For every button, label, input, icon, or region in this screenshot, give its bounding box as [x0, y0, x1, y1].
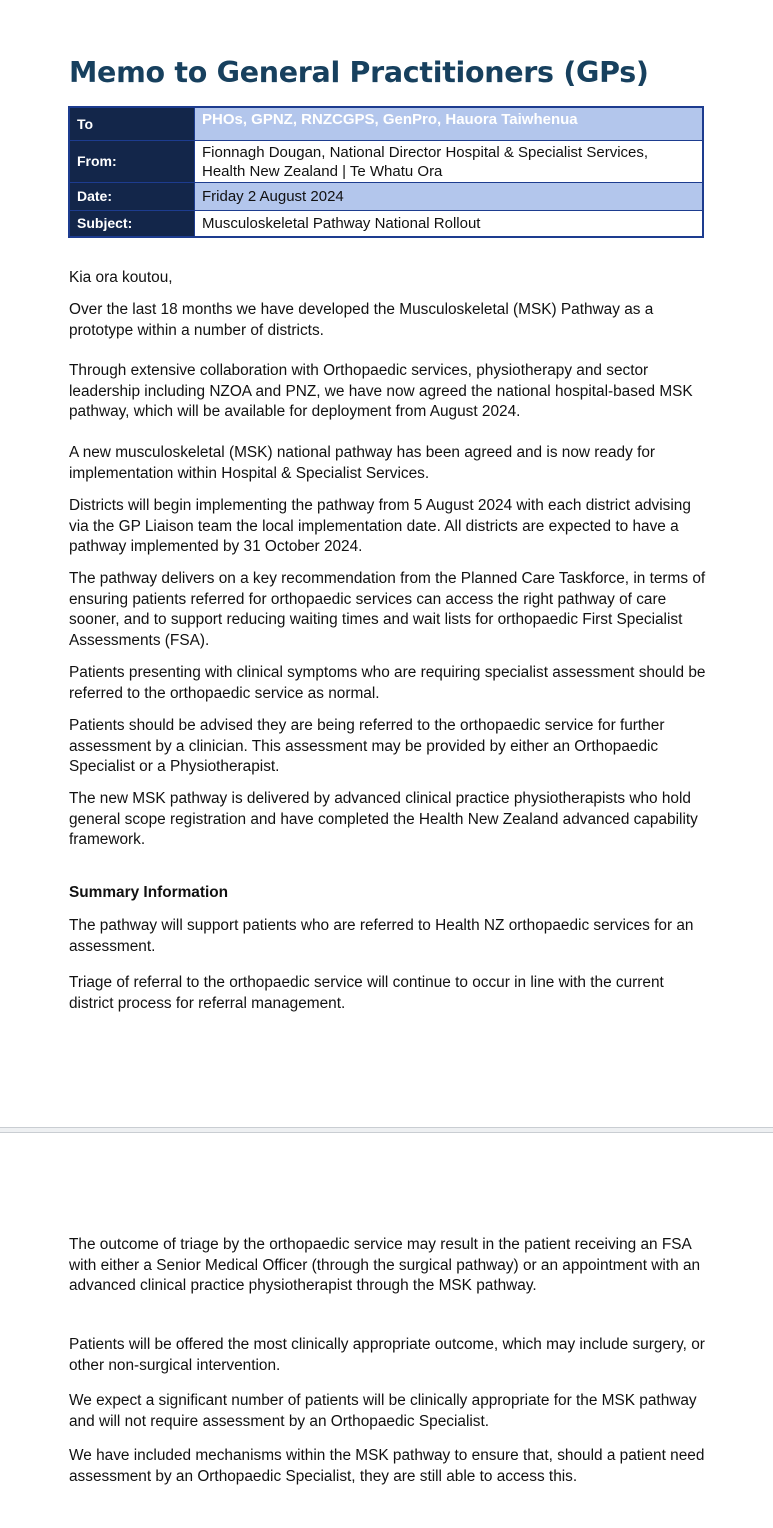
- paragraph-9: The pathway will support patients who are referred to Health NZ orthopaedic services for an assessment.: [69, 917, 694, 955]
- memo-row-date: [69, 183, 703, 211]
- memo-title: Memo to General Practitioners (GPs): [69, 56, 649, 89]
- memo-row-to: [69, 107, 703, 141]
- to-value: PHOs, GPNZ, RNZCGPS, GenPro, Hauora Taiwhenua: [195, 107, 704, 141]
- paragraph-14: We have included mechanisms within the MSK pathway to ensure that, should a patient need assessment by an Orthopaedic Specialist, they are still able to access this.: [69, 1447, 705, 1485]
- paragraph-11: The outcome of triage by the orthopaedic service may result in the patient receiving an FSA with either a Senior Medical Officer (through the surgical pathway) or an appointment with an advanced clinical practice physiotherapist through the MSK pathway.: [69, 1236, 701, 1295]
- paragraph-6: Patients presenting with clinical symptoms who are requiring specialist assessment should be referred to the orthopaedic service as normal.: [69, 664, 706, 702]
- memo-row-subject: [69, 211, 703, 238]
- to-label: To: [69, 107, 195, 141]
- from-value-line2: Health New Zealand | Te Whatu Ora: [202, 162, 443, 180]
- document-page-2: [0, 1133, 773, 1528]
- from-value: [195, 141, 704, 183]
- date-label: Date:: [69, 183, 195, 211]
- paragraph-13: We expect a significant number of patients will be clinically appropriate for the MSK pathway and will not require assessment by an Orthopaedic Specialist.: [69, 1392, 697, 1430]
- from-label: From:: [69, 141, 195, 183]
- paragraph-3: A new musculoskeletal (MSK) national pathway has been agreed and is now ready for implementation within Hospital & Specialist Services.: [69, 444, 656, 482]
- paragraph-1: Over the last 18 months we have developed the Musculoskeletal (MSK) Pathway as a prototype within a number of districts.: [69, 301, 654, 339]
- paragraph-2: Through extensive collaboration with Orthopaedic services, physiotherapy and sector leadership including NZOA and PNZ, we have now agreed the national hospital-based MSK pathway, which will be available for deployment from August 2024.: [69, 362, 693, 421]
- subject-value: Musculoskeletal Pathway National Rollout: [195, 211, 704, 238]
- paragraph-12: Patients will be offered the most clinically appropriate outcome, which may include surgery, or other non-surgical intervention.: [69, 1336, 705, 1374]
- paragraph-8: The new MSK pathway is delivered by advanced clinical practice physiotherapists who hold general scope registration and have completed the Health New Zealand advanced capability framework.: [69, 790, 698, 849]
- date-value: Friday 2 August 2024: [195, 183, 704, 211]
- memo-header-table: [68, 106, 704, 238]
- summary-heading: Summary Information: [69, 884, 229, 901]
- memo-row-from: [69, 141, 703, 183]
- paragraph-5: The pathway delivers on a key recommendation from the Planned Care Taskforce, in terms of ensuring patients referred for orthopaedic services can access the right pathway of care sooner, and to support reducing waiting times and wait lists for orthopaedic First Specialist Assessments (FSA).: [69, 570, 706, 650]
- paragraph-4: Districts will begin implementing the pathway from 5 August 2024 with each district advising via the GP Liaison team the local implementation date. All districts are expected to have a pathway implemented by 31 October 2024.: [69, 497, 691, 556]
- paragraph-7: Patients should be advised they are being referred to the orthopaedic service for further assessment by a clinician. This assessment may be provided by either an Orthopaedic Specialist or a Physiotherapist.: [69, 717, 665, 776]
- subject-label: Subject:: [69, 211, 195, 238]
- paragraph-10: Triage of referral to the orthopaedic service will continue to occur in line with the current district process for referral management.: [69, 974, 664, 1012]
- greeting: Kia ora koutou,: [69, 269, 173, 286]
- from-value-line1: Fionnagh Dougan, National Director Hospital & Specialist Services,: [202, 143, 649, 161]
